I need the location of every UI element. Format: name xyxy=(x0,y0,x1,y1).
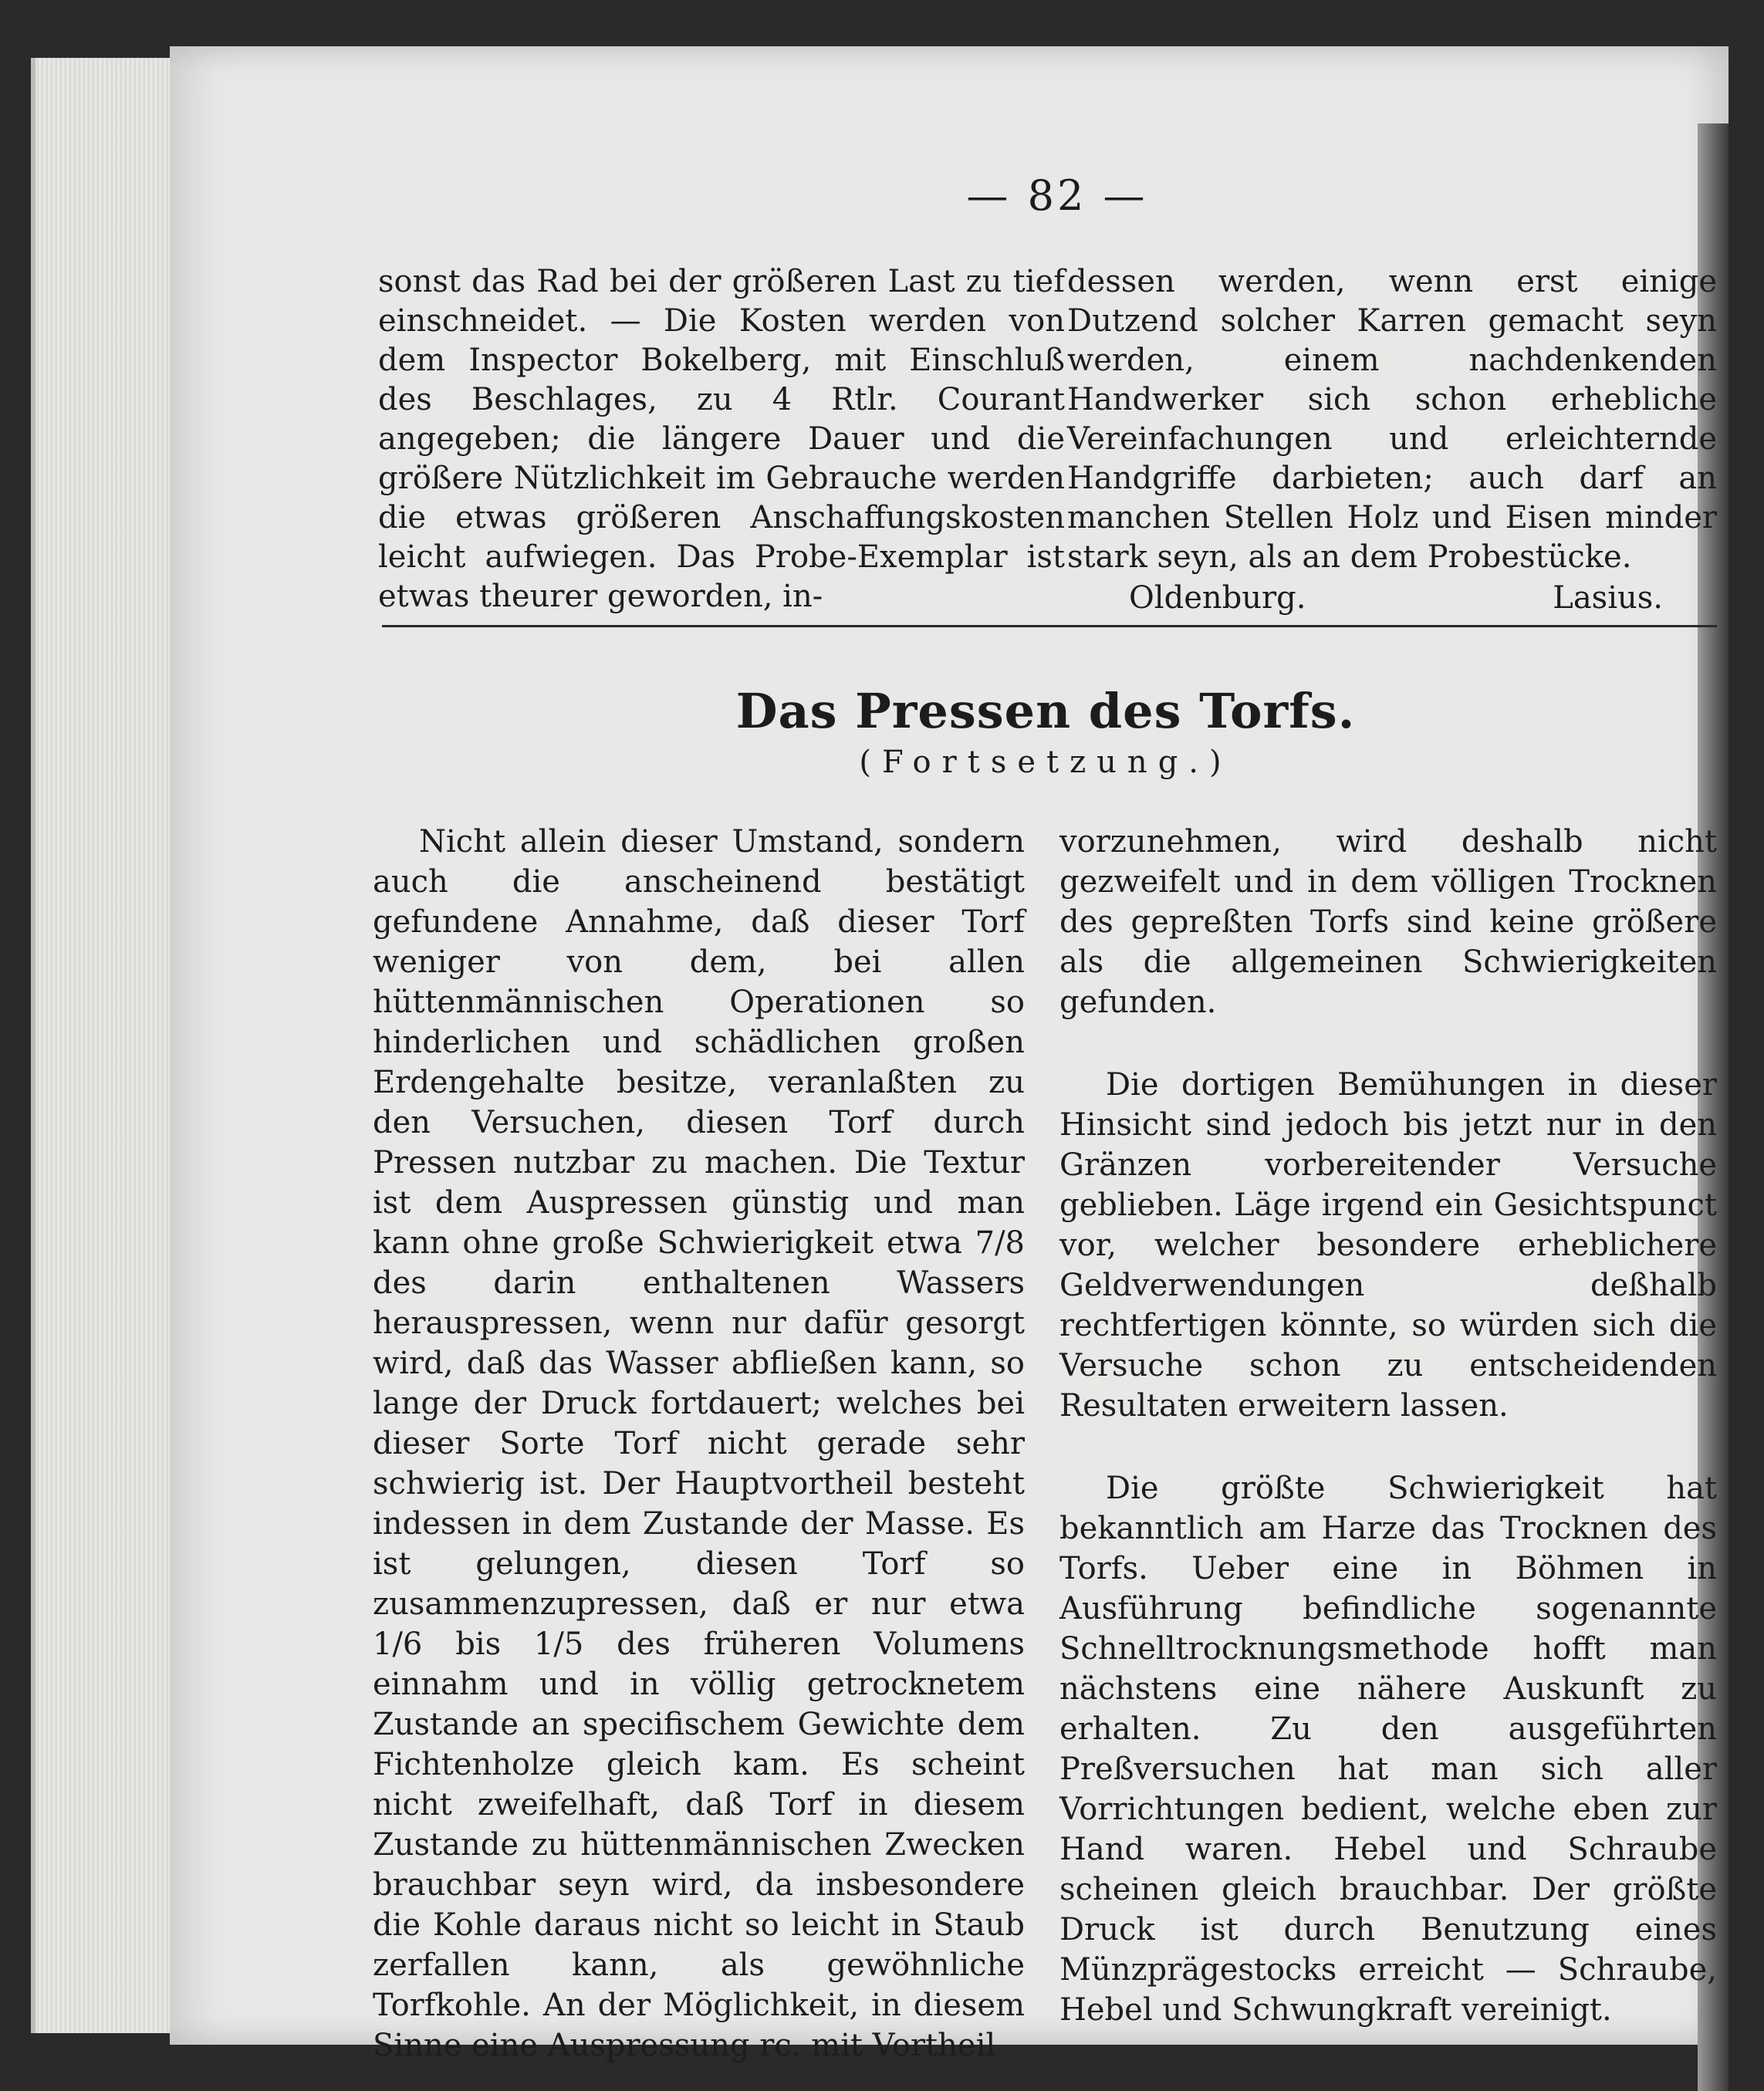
article-paragraph: Die dortigen Bemühungen in dieser Hinsicht sind jedoch bis jetzt nur in den Gränzen vorbereitender Versuche geblieben. Läge irgend ein Gesichtspunct vor, welcher besondere erheblichere Geldverwendungen deßhalb rechtfertigen könnte, so würden sich die Versuche schon zu entscheidenden Resultaten erweitern lassen. xyxy=(1059,1067,1717,1424)
article-title: Das Pressen des Torfs. xyxy=(735,683,1356,739)
continuation-right-text: dessen werden, wenn erst einige Dutzend solcher Karren gemacht seyn werden, einem nachdenkenden Handwerker sich schon erhebliche Vereinfachungen und erleichternde Handgriffe darbieten; auch darf an manchen Stellen Holz und Eisen minder stark seyn, als an dem Probestücke. xyxy=(1067,264,1717,575)
signature-line xyxy=(1067,579,1717,618)
paragraph-gap xyxy=(1059,1426,1717,1468)
article-paragraph: Nicht allein dieser Umstand, sondern auch die anscheinend bestätigt gefundene Annahme, daß dieser Torf weniger von dem, bei allen hüttenmännischen Operationen so hinderlichen und schädlichen großen Erdengehalte besitze, veranlaßten zu den Versuchen, diesen Torf durch Pressen nutzbar zu machen. Die Textur ist dem Auspressen günstig und man kann ohne große Schwierigkeit etwa 7/8 des darin enthaltenen Wassers herauspressen, wenn nur dafür gesorgt wird, daß das Wasser abfließen kann, so lange der Druck fortdauert; welches bei dieser Sorte Torf nicht gerade sehr schwierig ist. Der Hauptvortheil besteht indessen in dem Zustande der Masse. Es ist gelungen, diesen Torf so zusammenzupressen, daß er nur etwa 1/6 bis 1/5 des früheren Volumens einnahm und in völlig getrocknetem Zustande an specifischem Gewichte dem Fichtenholze gleich kam. Es scheint nicht zweifelhaft, daß Torf in diesem Zustande zu hüttenmännischen Zwecken brauchbar seyn wird, da insbesondere die Kohle daraus nicht so leicht in Staub zerfallen kann, als gewöhnliche Torfkohle. An der Möglichkeit, in diesem Sinne eine Auspressung rc. mit Vortheil xyxy=(373,824,1025,2063)
article-left-column xyxy=(373,822,1025,2066)
continuation-left-text: sonst das Rad bei der größeren Last zu tief einschneidet. — Die Kosten werden von dem Inspector Bokelberg, mit Einschluß des Beschlages, zu 4 Rtlr. Courant angegeben; die längere Dauer und die größere Nützlichkeit im Gebrauche werden die etwas größeren Anschaffungskosten leicht aufwiegen. Das Probe-Exemplar ist etwas theurer geworden, in- xyxy=(378,264,1065,614)
continuation-left-column xyxy=(378,262,1065,616)
paragraph-gap xyxy=(1059,1022,1717,1065)
page-number: — 82 — xyxy=(966,171,1148,220)
section-divider xyxy=(382,625,1717,627)
article-paragraph: vorzunehmen, wird deshalb nicht gezweifelt und in dem völligen Trocknen des gepreßten Torfs sind keine größere als die allgemeinen Schwierigkeiten gefunden. xyxy=(1059,824,1717,1020)
article-right-column xyxy=(1059,822,1717,2030)
signature-author: Lasius. xyxy=(1553,580,1663,616)
article-paragraph: Die größte Schwierigkeit hat bekanntlich am Harze das Trocknen des Torfs. Ueber eine in Böhmen in Ausführung befindliche sogenannte Schnelltrocknungsmethode hofft man nächstens eine nähere Auskunft zu erhalten. Zu den ausgeführten Preßversuchen hat man sich aller Vorrichtungen bedient, welche eben zur Hand waren. Hebel und Schraube scheinen gleich brauchbar. Der größte Druck ist durch Benutzung eines Münzprägestocks erreicht — Schraube, Hebel und Schwungkraft vereinigt. xyxy=(1059,1471,1717,2028)
continuation-right-column xyxy=(1067,262,1717,618)
signature-place: Oldenburg. xyxy=(1129,580,1306,616)
article-subtitle: (Fortsetzung.) xyxy=(859,745,1232,780)
